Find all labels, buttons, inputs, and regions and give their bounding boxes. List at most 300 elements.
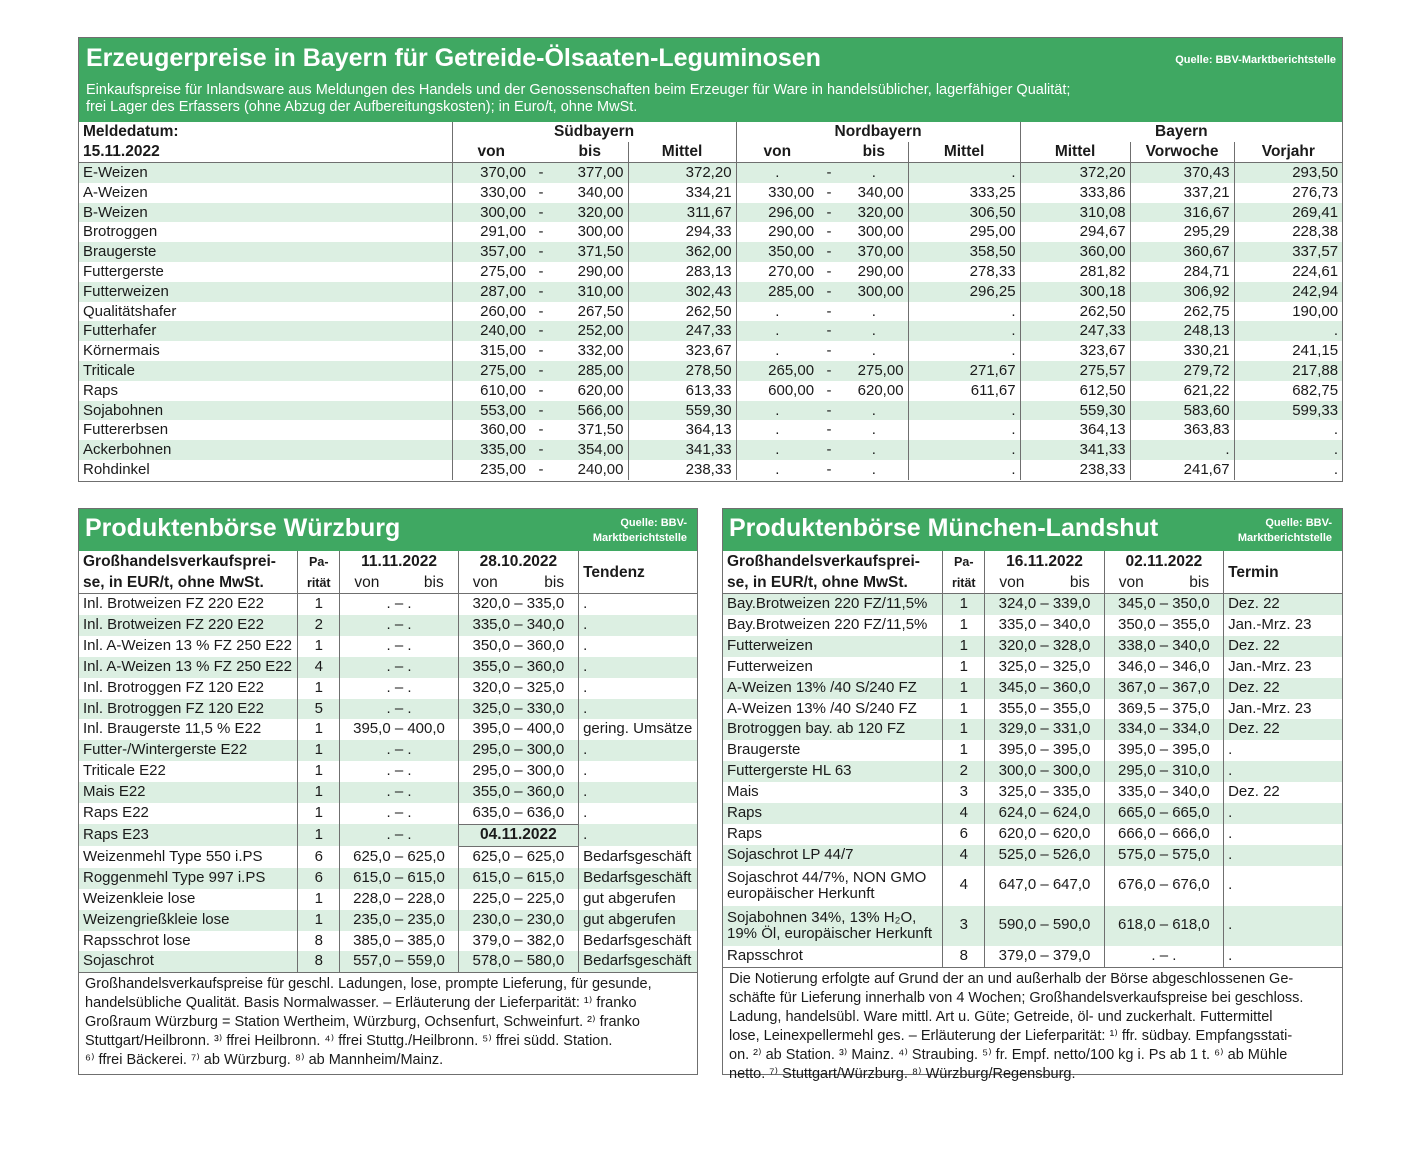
product-name: Inl. Brotroggen FZ 120 E22 <box>83 678 264 696</box>
price-range-2: 367,0 – 367,0 <box>1104 678 1223 699</box>
nord-von: 330,00 <box>736 183 818 203</box>
sued-von: 315,00 <box>452 341 530 361</box>
nord-bis: . <box>871 322 876 340</box>
nord-von: . <box>736 401 818 421</box>
table-row <box>79 782 697 803</box>
table-row <box>723 866 1342 906</box>
nord-von: 285,00 <box>736 282 818 302</box>
bayern-mittel: 275,57 <box>1020 361 1130 381</box>
termin: . <box>1224 946 1342 967</box>
paritaet: 1 <box>943 657 985 678</box>
nord-bis: 620,00 <box>857 381 904 399</box>
product-name: Inl. Brotweizen FZ 220 E22 <box>83 615 264 633</box>
nord-dash: - <box>826 460 832 478</box>
product-name: Rohdinkel <box>83 460 150 478</box>
price-range-1: . – . <box>340 657 458 678</box>
nord-mittel: 333,25 <box>908 183 1020 203</box>
product-name: Ackerbohnen <box>83 441 172 459</box>
tendenz: . <box>579 636 697 657</box>
product-name: Triticale <box>83 361 135 379</box>
price-range-1: 379,0 – 379,0 <box>985 946 1104 967</box>
price-range-1: 525,0 – 526,0 <box>985 845 1104 866</box>
price-range-1: 385,0 – 385,0 <box>340 931 458 952</box>
sued-dash: - <box>538 282 544 300</box>
price-range-1: . – . <box>340 594 458 615</box>
tendenz: . <box>579 740 697 761</box>
table-row <box>723 636 1342 657</box>
paritaet: 1 <box>298 761 340 782</box>
sued-bis: 566,00 <box>577 401 624 419</box>
table-row <box>79 401 1342 421</box>
nord-mittel: . <box>908 302 1020 322</box>
price-range-2: 230,0 – 230,0 <box>458 910 578 931</box>
table-row <box>79 803 697 824</box>
price-range-2: 355,0 – 360,0 <box>458 657 578 678</box>
table-row <box>723 906 1342 946</box>
tendenz: . <box>579 678 697 699</box>
nord-mittel: . <box>908 440 1020 460</box>
table-row <box>79 282 1342 302</box>
nord-dash: - <box>826 183 832 201</box>
mue-h-termin: Termin <box>1224 551 1342 594</box>
product-name: Qualitätshafer <box>83 302 177 320</box>
bayern-vorjahr: 241,15 <box>1234 341 1342 361</box>
table-row <box>79 846 697 867</box>
tendenz: Bedarfsgeschäft <box>579 868 697 889</box>
sued-dash: - <box>538 460 544 478</box>
sued-dash: - <box>538 322 544 340</box>
price-range-1: . – . <box>340 824 458 846</box>
wuerzburg-header <box>79 509 697 551</box>
sued-mittel: 238,33 <box>628 460 736 480</box>
erzeugerpreise-panel <box>78 37 1343 482</box>
footnote-line: Großhandelsverkaufspreise für geschl. Ladungen, lose, prompte Lieferung, für gesunde, <box>85 976 652 993</box>
bayern-vorwoche: 248,13 <box>1130 321 1234 341</box>
sued-von: 360,00 <box>452 420 530 440</box>
table-row <box>723 678 1342 699</box>
product-name-line-1: Sojaschrot 44/7%, NON GMO <box>727 868 927 886</box>
meldedatum-value: 15.11.2022 <box>79 142 452 163</box>
nord-von: . <box>736 341 818 361</box>
product-name-line-1: Sojabohnen 34%, 13% H₂O, <box>727 908 917 926</box>
sued-bis: 240,00 <box>577 460 624 478</box>
nord-dash: - <box>826 302 832 320</box>
sued-von: 275,00 <box>452 262 530 282</box>
sued-dash: - <box>538 421 544 439</box>
sued-dash: - <box>538 183 544 201</box>
sued-bis: 310,00 <box>577 282 624 300</box>
sued-bis: 620,00 <box>577 381 624 399</box>
col-sued-bis: bis <box>552 142 628 163</box>
product-name: Inl. Brotweizen FZ 220 E22 <box>83 595 264 612</box>
bayern-vorwoche: 241,67 <box>1130 460 1234 480</box>
group-suedbayern: Südbayern <box>452 122 736 142</box>
termin: Jan.-Mrz. 23 <box>1224 657 1342 678</box>
nord-mittel: 358,50 <box>908 242 1020 262</box>
sued-mittel: 278,50 <box>628 361 736 381</box>
table-row <box>723 615 1342 636</box>
price-range-1: 615,0 – 615,0 <box>340 868 458 889</box>
product-name: Braugerste <box>83 243 157 261</box>
erzeugerpreise-header <box>79 38 1342 122</box>
muenchen-panel <box>722 508 1343 1082</box>
price-range-1: . – . <box>340 699 458 720</box>
table-row <box>79 262 1342 282</box>
sued-dash: - <box>538 441 544 459</box>
nord-bis: 300,00 <box>857 282 904 300</box>
bayern-vorwoche: 621,22 <box>1130 381 1234 401</box>
paritaet: 8 <box>298 951 340 972</box>
price-range-2: 295,0 – 300,0 <box>458 740 578 761</box>
product-name: Inl. Braugerste 11,5 % E22 <box>83 720 262 738</box>
product-name: Weizenkleie lose <box>83 889 196 907</box>
price-range-2: 338,0 – 340,0 <box>1104 636 1223 657</box>
sued-mittel: 559,30 <box>628 401 736 421</box>
product-name: Brotroggen bay. ab 120 FZ <box>727 720 906 738</box>
table-row <box>79 824 697 846</box>
bayern-vorjahr: 224,61 <box>1234 262 1342 282</box>
table-row <box>79 302 1342 322</box>
sued-bis: 267,50 <box>577 302 624 320</box>
product-name: Futtergerste <box>83 262 164 280</box>
product-name: Braugerste <box>727 741 801 759</box>
product-name: Futtererbsen <box>83 421 169 439</box>
nord-dash: - <box>826 203 832 221</box>
table-row <box>79 183 1342 203</box>
paritaet: 4 <box>943 845 985 866</box>
tendenz: . <box>579 761 697 782</box>
product-name: Futterhafer <box>83 322 157 340</box>
footnote-line: on. ²⁾ ab Station. ³⁾ Mainz. ⁴⁾ Straubing. ⁵⁾ fr. Empf. netto/100 kg i. Ps ab 1 t. ⁶⁾ ab Mühle <box>729 1046 1288 1063</box>
product-name-line-2: europäischer Herkunft <box>727 884 875 902</box>
tendenz: . <box>579 657 697 678</box>
nord-bis: . <box>871 401 876 419</box>
bayern-vorjahr: 337,57 <box>1234 242 1342 262</box>
bayern-mittel: 247,33 <box>1020 321 1130 341</box>
product-name: Sojabohnen <box>83 401 164 419</box>
table-row <box>79 460 1342 480</box>
product-name: Weizenmehl Type 550 i.PS <box>83 847 263 865</box>
bayern-mittel: 323,67 <box>1020 341 1130 361</box>
muenchen-source <box>1238 516 1332 546</box>
table-row <box>723 740 1342 761</box>
product-name: Rapsschrot <box>727 946 803 964</box>
nord-mittel: 296,25 <box>908 282 1020 302</box>
nord-dash: - <box>826 441 832 459</box>
sued-mittel: 334,21 <box>628 183 736 203</box>
table-row <box>79 889 697 910</box>
sued-bis: 377,00 <box>577 164 624 181</box>
sued-bis: 285,00 <box>577 361 624 379</box>
termin: Dez. 22 <box>1224 782 1342 803</box>
price-range-2: 345,0 – 350,0 <box>1104 594 1223 615</box>
sued-von: 240,00 <box>452 321 530 341</box>
muenchen-header <box>723 509 1342 551</box>
table-row <box>723 824 1342 845</box>
product-name: Mais <box>727 783 759 801</box>
bayern-vorjahr: 293,50 <box>1234 163 1342 183</box>
table-row <box>79 321 1342 341</box>
mue-von-2: von <box>1118 574 1144 591</box>
wue-h-tendenz: Tendenz <box>579 551 697 594</box>
table-row <box>723 946 1342 967</box>
table-row <box>723 719 1342 740</box>
product-name: Körnermais <box>83 342 160 360</box>
table-row <box>79 381 1342 401</box>
mue-h-par-1: Pa- <box>943 551 985 572</box>
bayern-vorwoche: 306,92 <box>1130 282 1234 302</box>
mue-bis-2: bis <box>1189 574 1210 591</box>
bayern-mittel: 310,08 <box>1020 203 1130 223</box>
price-range-2: 665,0 – 665,0 <box>1104 803 1223 824</box>
tendenz: Bedarfsgeschäft <box>579 951 697 972</box>
footnote-line: Die Notierung erfolgte auf Grund der an und außerhalb der Börse abgeschlossenen Ge- <box>729 970 1294 987</box>
table-header-row-2 <box>79 142 1342 163</box>
price-range-1: 647,0 – 647,0 <box>985 866 1104 906</box>
nord-bis: 290,00 <box>857 262 904 280</box>
nord-mittel: . <box>908 341 1020 361</box>
nord-mittel: . <box>908 321 1020 341</box>
col-nord-bis: bis <box>840 142 908 163</box>
price-range-1: . – . <box>340 782 458 803</box>
table-row <box>723 803 1342 824</box>
nord-dash: - <box>826 421 832 439</box>
sued-mittel: 323,67 <box>628 341 736 361</box>
nord-bis: . <box>871 421 876 439</box>
price-range-2: 369,5 – 375,0 <box>1104 699 1223 720</box>
tendenz: gering. Umsätze <box>579 719 697 740</box>
table-row <box>723 657 1342 678</box>
price-range-1: 395,0 – 395,0 <box>985 740 1104 761</box>
price-range-1: 335,0 – 340,0 <box>985 615 1104 636</box>
product-name: Sojaschrot LP 44/7 <box>727 845 854 863</box>
paritaet: 3 <box>943 906 985 946</box>
table-row <box>79 594 697 615</box>
sued-mittel: 311,67 <box>628 203 736 223</box>
sued-von: 610,00 <box>452 381 530 401</box>
price-range-1: 590,0 – 590,0 <box>985 906 1104 946</box>
paritaet: 6 <box>943 824 985 845</box>
tendenz: . <box>579 803 697 824</box>
sued-von: 287,00 <box>452 282 530 302</box>
price-range-2: 379,0 – 382,0 <box>458 931 578 952</box>
wue-h-par-2: rität <box>298 572 340 594</box>
product-name: Sojaschrot <box>83 952 154 970</box>
nord-von: . <box>736 321 818 341</box>
nord-von: 350,00 <box>736 242 818 262</box>
table-row <box>79 740 697 761</box>
sued-dash: - <box>538 361 544 379</box>
bayern-mittel: 294,67 <box>1020 222 1130 242</box>
bayern-vorwoche: . <box>1130 440 1234 460</box>
sued-von: 357,00 <box>452 242 530 262</box>
bayern-mittel: 372,20 <box>1020 163 1130 183</box>
wue-h-prod-2: se, in EUR/t, ohne MwSt. <box>79 572 298 594</box>
bayern-mittel: 300,18 <box>1020 282 1130 302</box>
mue-date-2: 02.11.2022 <box>1104 551 1223 572</box>
tendenz: . <box>579 594 697 615</box>
col-nord-mittel: Mittel <box>908 142 1020 163</box>
price-range-1: . – . <box>340 678 458 699</box>
nord-von: 290,00 <box>736 222 818 242</box>
termin: Jan.-Mrz. 23 <box>1224 699 1342 720</box>
subtitle-line-2: frei Lager des Erfassers (ohne Abzug der Aufbereitungskosten); in Euro/t, ohne MwSt. <box>86 99 638 115</box>
nord-mittel: 611,67 <box>908 381 1020 401</box>
paritaet: 1 <box>298 889 340 910</box>
product-name: Futterweizen <box>727 636 813 654</box>
nord-bis: 275,00 <box>857 361 904 379</box>
table-row <box>79 341 1342 361</box>
sued-bis: 371,50 <box>577 421 624 439</box>
price-range-2: 334,0 – 334,0 <box>1104 719 1223 740</box>
price-range-2: 615,0 – 615,0 <box>458 868 578 889</box>
product-name: Inl. Brotroggen FZ 120 E22 <box>83 699 264 717</box>
price-range-1: . – . <box>340 761 458 782</box>
paritaet: 2 <box>943 761 985 782</box>
source-line-2: Marktberichtstelle <box>592 532 687 544</box>
table-row <box>723 594 1342 615</box>
bayern-vorjahr: 242,94 <box>1234 282 1342 302</box>
nord-von: . <box>736 460 818 480</box>
price-range-1: 324,0 – 339,0 <box>985 594 1104 615</box>
product-name: A-Weizen <box>83 183 148 201</box>
price-range-2: 575,0 – 575,0 <box>1104 845 1223 866</box>
bayern-vorjahr: . <box>1234 440 1342 460</box>
group-bayern: Bayern <box>1020 122 1342 142</box>
product-name: Rapsschrot lose <box>83 931 191 949</box>
wue-vonbis-2 <box>458 572 578 594</box>
bayern-vorjahr: . <box>1234 321 1342 341</box>
tendenz: Bedarfsgeschäft <box>579 846 697 867</box>
product-name: Futter-/Wintergerste E22 <box>83 741 248 759</box>
paritaet: 5 <box>298 699 340 720</box>
tendenz: . <box>579 782 697 803</box>
tendenz: gut abgerufen <box>579 889 697 910</box>
sued-dash: - <box>538 401 544 419</box>
sued-dash: - <box>538 223 544 241</box>
sued-von: 275,00 <box>452 361 530 381</box>
nord-mittel: . <box>908 460 1020 480</box>
table-row <box>79 615 697 636</box>
table-row <box>79 203 1342 223</box>
nord-von: . <box>736 440 818 460</box>
product-name: Raps <box>83 381 119 399</box>
bayern-vorwoche: 360,67 <box>1130 242 1234 262</box>
table-row <box>79 868 697 889</box>
price-range-2: 335,0 – 340,0 <box>458 615 578 636</box>
bayern-vorwoche: 262,75 <box>1130 302 1234 322</box>
nord-mittel: 278,33 <box>908 262 1020 282</box>
nord-dash: - <box>826 164 832 181</box>
price-range-2: 225,0 – 225,0 <box>458 889 578 910</box>
meldedatum-label: Meldedatum: <box>83 123 179 140</box>
sued-mittel: 341,33 <box>628 440 736 460</box>
nord-bis: . <box>871 441 876 459</box>
group-nordbayern: Nordbayern <box>736 122 1020 142</box>
footnote-line: netto. ⁷⁾ Stuttgart/Würzburg. ⁸⁾ Würzburg/Regensburg. <box>729 1065 1076 1082</box>
col-sued-mittel: Mittel <box>628 142 736 163</box>
nord-bis: . <box>871 302 876 320</box>
price-range-1: 325,0 – 325,0 <box>985 657 1104 678</box>
sued-bis: 354,00 <box>577 441 624 459</box>
bayern-vorwoche: 284,71 <box>1130 262 1234 282</box>
nord-bis: . <box>871 342 876 360</box>
product-name: Futterweizen <box>83 282 169 300</box>
wue-vonbis-1 <box>340 572 458 594</box>
source-line-1: Quelle: BBV- <box>1265 517 1332 529</box>
sued-bis: 371,50 <box>577 243 624 261</box>
product-name: Roggenmehl Type 997 i.PS <box>83 868 266 886</box>
col-bayern-vorjahr: Vorjahr <box>1234 142 1342 163</box>
bayern-mittel: 364,13 <box>1020 420 1130 440</box>
mue-h-prod-2: se, in EUR/t, ohne MwSt. <box>723 572 943 594</box>
nord-mittel: . <box>908 420 1020 440</box>
price-range-1: 235,0 – 235,0 <box>340 910 458 931</box>
wuerzburg-table <box>79 551 697 972</box>
table-row <box>79 910 697 931</box>
product-name: Brotroggen <box>83 223 158 241</box>
mue-von-1: von <box>999 574 1025 591</box>
product-name-line-2: 19% Öl, europäischer Herkunft <box>727 924 933 942</box>
nord-dash: - <box>826 342 832 360</box>
col-sued-von: von <box>452 142 530 163</box>
sued-dash: - <box>538 203 544 221</box>
wuerzburg-source <box>593 516 687 546</box>
nord-bis: 370,00 <box>857 243 904 261</box>
raps-e23-date: 04.11.2022 <box>480 825 557 843</box>
wuerzburg-footnote <box>79 972 697 1072</box>
product-name <box>723 866 943 906</box>
paritaet: 1 <box>298 824 340 846</box>
wue-von-2: von <box>472 574 498 591</box>
price-range-2: 635,0 – 636,0 <box>458 803 578 824</box>
erzeugerpreise-source: Quelle: BBV-Marktberichtstelle <box>1175 54 1336 66</box>
product-name: A-Weizen 13% /40 S/240 FZ <box>727 699 917 717</box>
wue-header-row-1 <box>79 551 697 572</box>
sued-von: 291,00 <box>452 222 530 242</box>
sued-dash: - <box>538 262 544 280</box>
termin: . <box>1224 803 1342 824</box>
price-range-1: 325,0 – 335,0 <box>985 782 1104 803</box>
termin: . <box>1224 824 1342 845</box>
nord-von: 296,00 <box>736 203 818 223</box>
nord-von: 265,00 <box>736 361 818 381</box>
table-row <box>723 782 1342 803</box>
paritaet: 1 <box>298 782 340 803</box>
sued-von: 330,00 <box>452 183 530 203</box>
price-range-2: 578,0 – 580,0 <box>458 951 578 972</box>
sued-dash: - <box>538 243 544 261</box>
price-range-2: 320,0 – 335,0 <box>458 594 578 615</box>
wue-h-prod-1: Großhandelsverkaufsprei- <box>83 553 276 570</box>
termin: Dez. 22 <box>1224 719 1342 740</box>
price-range-1: . – . <box>340 803 458 824</box>
paritaet: 1 <box>943 594 985 615</box>
termin: . <box>1224 906 1342 946</box>
bayern-mittel: 281,82 <box>1020 262 1130 282</box>
nord-mittel: 271,67 <box>908 361 1020 381</box>
subtitle-line-1: Einkaufspreise für Inlandsware aus Meldungen des Handels und der Genossenschaften beim Erzeuger für Ware in handelsüblicher, lagerfähiger Qualität; <box>86 82 1071 98</box>
bayern-vorwoche: 370,43 <box>1130 163 1234 183</box>
nord-dash: - <box>826 262 832 280</box>
nord-bis: . <box>871 164 876 181</box>
bayern-vorjahr: 599,33 <box>1234 401 1342 421</box>
paritaet: 4 <box>943 866 985 906</box>
tendenz: . <box>579 824 697 846</box>
wue-date-2: 28.10.2022 <box>458 551 578 572</box>
footnote-line: schäfte für Lieferung innerhalb von 4 Wochen; Großhandelsverkaufspreise bei geschloss. <box>729 989 1304 1006</box>
sued-bis: 340,00 <box>577 183 624 201</box>
